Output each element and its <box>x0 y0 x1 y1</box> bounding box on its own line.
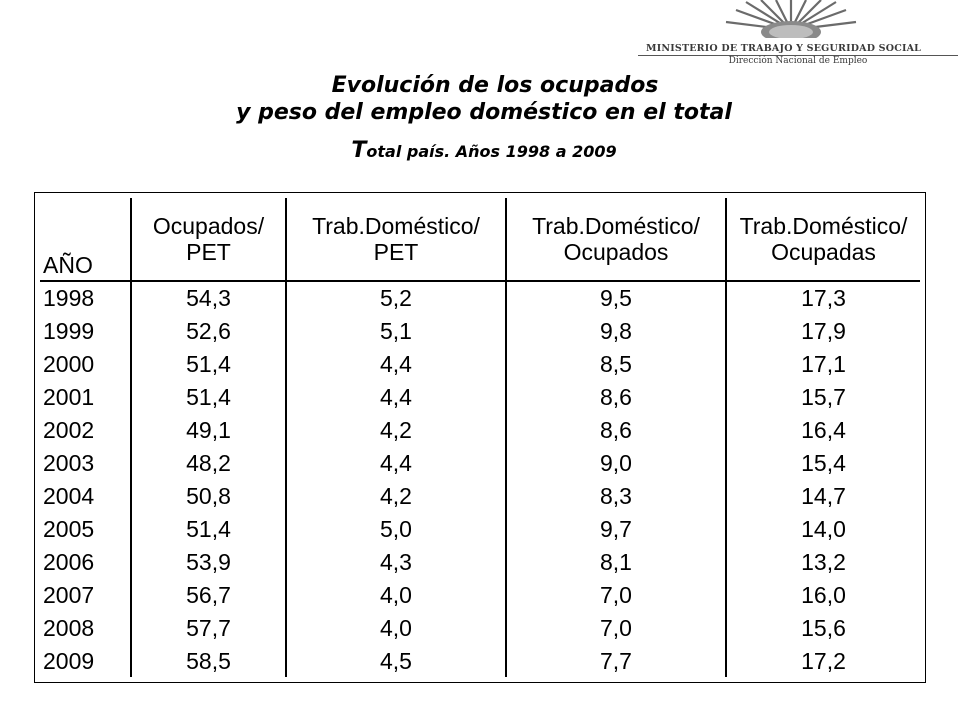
subtitle <box>0 138 960 163</box>
sun-emblem-icon <box>716 0 866 44</box>
year-cell: 2003 <box>40 447 131 480</box>
subtitle-initial: T <box>351 138 367 163</box>
domestico-ocupadas-cell: 15,6 <box>801 614 846 641</box>
domestico-ocupados-cell: 7,0 <box>506 578 726 611</box>
ocupados-pet-cell: 56,7 <box>131 578 286 611</box>
domestico-ocupados-cell: 9,0 <box>506 447 726 480</box>
ocupados-pet-cell: 51,4 <box>131 381 286 414</box>
data-table <box>40 198 920 677</box>
domestico-ocupadas-cell: 17,2 <box>801 647 846 674</box>
year-cell: 2002 <box>40 414 131 447</box>
year-cell: 1999 <box>40 315 131 348</box>
header-domestico-ocupadas: Trab.Doméstico/ Ocupadas <box>726 198 920 281</box>
header-ocupados-pet: Ocupados/ PET <box>131 198 286 281</box>
year-cell: 2007 <box>40 578 131 611</box>
table-row <box>40 348 920 381</box>
ocupados-pet-cell: 52,6 <box>131 315 286 348</box>
logo-ministry-name: MINISTERIO DE TRABAJO Y SEGURIDAD SOCIAL <box>646 43 922 54</box>
logo-department-name: Dirección Nacional de Empleo <box>728 56 868 66</box>
title-block <box>0 72 960 163</box>
table-row <box>40 512 920 545</box>
domestico-ocupados-cell: 9,7 <box>506 512 726 545</box>
ocupados-pet-cell: 53,9 <box>131 545 286 578</box>
table-row <box>40 381 920 414</box>
domestico-ocupadas-cell: 14,7 <box>801 482 846 509</box>
header-domestico-ocupados: Trab.Doméstico/ Ocupados <box>506 198 726 281</box>
domestico-pet-cell: 4,0 <box>286 578 506 611</box>
domestico-pet-cell: 4,4 <box>286 348 506 381</box>
domestico-ocupadas-cell: 16,4 <box>801 417 846 444</box>
table-row <box>40 611 920 644</box>
table-header-row <box>40 198 920 281</box>
domestico-ocupados-cell: 7,7 <box>506 644 726 677</box>
domestico-pet-cell: 4,2 <box>286 414 506 447</box>
domestico-pet-cell: 4,4 <box>286 381 506 414</box>
table-row <box>40 281 920 315</box>
year-cell: 1998 <box>40 281 131 315</box>
domestico-ocupados-cell: 8,6 <box>506 414 726 447</box>
subtitle-text: otal país. Años 1998 a 2009 <box>366 142 617 161</box>
year-cell: 2000 <box>40 348 131 381</box>
domestico-ocupadas-cell: 15,4 <box>801 450 846 477</box>
ocupados-pet-cell: 57,7 <box>131 611 286 644</box>
ocupados-pet-cell: 51,4 <box>131 512 286 545</box>
domestico-ocupadas-cell: 16,0 <box>801 581 846 608</box>
domestico-ocupados-cell: 8,1 <box>506 545 726 578</box>
year-cell: 2006 <box>40 545 131 578</box>
domestico-ocupadas-cell: 17,9 <box>801 318 846 345</box>
ocupados-pet-cell: 54,3 <box>131 281 286 315</box>
domestico-ocupadas-cell: 14,0 <box>801 515 846 542</box>
table-row <box>40 414 920 447</box>
ministry-logo <box>628 0 960 70</box>
year-cell: 2009 <box>40 644 131 677</box>
title-line-2: y peso del empleo doméstico en el total <box>236 100 732 125</box>
table-row <box>40 480 920 513</box>
title-line-1: Evolución de los ocupados <box>331 73 659 98</box>
domestico-ocupados-cell: 7,0 <box>506 611 726 644</box>
domestico-ocupados-cell: 8,6 <box>506 381 726 414</box>
domestico-pet-cell: 4,3 <box>286 545 506 578</box>
year-cell: 2004 <box>40 480 131 513</box>
domestico-ocupadas-cell: 15,7 <box>801 384 846 411</box>
domestico-pet-cell: 5,0 <box>286 512 506 545</box>
domestico-ocupadas-cell: 17,3 <box>801 285 846 312</box>
domestico-pet-cell: 4,0 <box>286 611 506 644</box>
year-cell: 2008 <box>40 611 131 644</box>
table-row <box>40 315 920 348</box>
domestico-pet-cell: 5,2 <box>286 281 506 315</box>
header-domestico-pet: Trab.Doméstico/ PET <box>286 198 506 281</box>
domestico-pet-cell: 4,5 <box>286 644 506 677</box>
ocupados-pet-cell: 49,1 <box>131 414 286 447</box>
domestico-pet-cell: 4,2 <box>286 480 506 513</box>
ocupados-pet-cell: 58,5 <box>131 644 286 677</box>
ocupados-pet-cell: 48,2 <box>131 447 286 480</box>
domestico-ocupados-cell: 9,5 <box>506 281 726 315</box>
domestico-ocupadas-cell: 17,1 <box>801 351 846 378</box>
table-row <box>40 447 920 480</box>
domestico-pet-cell: 4,4 <box>286 447 506 480</box>
year-cell: 2005 <box>40 512 131 545</box>
table-row <box>40 644 920 677</box>
ocupados-pet-cell: 51,4 <box>131 348 286 381</box>
domestico-ocupados-cell: 9,8 <box>506 315 726 348</box>
year-cell: 2001 <box>40 381 131 414</box>
ocupados-pet-cell: 50,8 <box>131 480 286 513</box>
data-table-frame <box>34 192 926 683</box>
domestico-ocupadas-cell: 13,2 <box>801 548 846 575</box>
header-year: AÑO <box>40 198 131 281</box>
domestico-ocupados-cell: 8,5 <box>506 348 726 381</box>
table-row <box>40 578 920 611</box>
domestico-pet-cell: 5,1 <box>286 315 506 348</box>
table-row <box>40 545 920 578</box>
domestico-ocupados-cell: 8,3 <box>506 480 726 513</box>
